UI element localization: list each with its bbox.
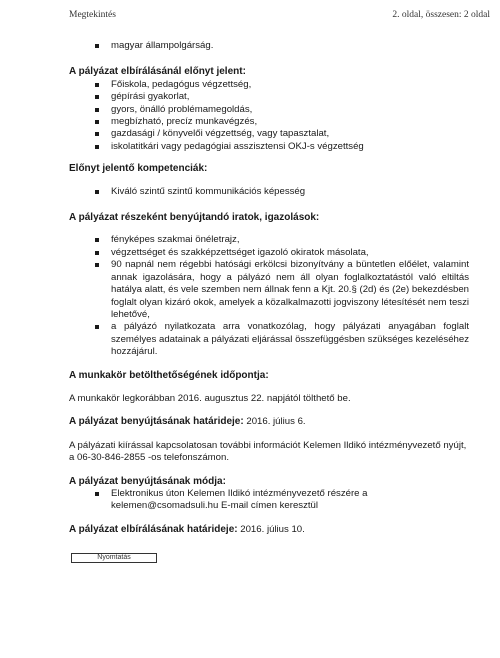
submission-method-list	[69, 488, 469, 513]
evaluation-deadline-line	[69, 524, 469, 536]
list-item: gépírási gyakorlat,	[95, 91, 469, 103]
advantages-list	[69, 79, 469, 153]
citizenship-list	[69, 40, 469, 52]
documents-heading: A pályázat részeként benyújtandó iratok, igazolások:	[69, 212, 320, 224]
submission-method-heading: A pályázat benyújtásának módja:	[69, 475, 226, 487]
list-item: a pályázó nyilatkozata arra vonatkozólag, hogy pályázati anyagában foglalt személyes adatainak a pályázati eljárással összefüggésben szükséges kezeléséhez hozzájárul.	[95, 321, 469, 358]
page-header	[0, 0, 500, 22]
list-item: megbízható, precíz munkavégzés,	[95, 116, 469, 128]
page-header-title: Megtekintés	[69, 10, 116, 20]
deadline-value: 2016. július 6.	[246, 416, 306, 428]
start-date-heading: A munkakör betölthetőségének időpontja:	[69, 369, 269, 381]
contact-info: A pályázati kiírással kapcsolatosan további információt Kelemen Ildikó intézményvezető nyújt, a 06-30-846-2855 -os telefonszámon.	[69, 439, 467, 464]
list-item: fényképes szakmai önéletrajz,	[95, 234, 469, 246]
document-content	[69, 40, 469, 536]
page-number: 2. oldal, összesen: 2 oldal	[392, 10, 490, 20]
list-item: Főiskola, pedagógus végzettség,	[95, 79, 469, 91]
list-item: Elektronikus úton Kelemen Ildikó intézményvezető részére a kelemen@csomadsuli.hu E-mail címen keresztül	[95, 488, 469, 513]
list-item: Kiváló szintű szintű kommunikációs képesség	[95, 186, 469, 198]
list-item: 90 napnál nem régebbi hatósági erkölcsi bizonyítvány a büntetlen előélet, valamint annak igazolására, hogy a pályázó nem áll olyan foglalkoztatástól való eltiltás hatálya alatt, és vele szemben nem állnak fenn a Kjt. 20.§ (2d) és (2e) bekezdésben foglalt olyan kizáró okok, amelyek a közalkalmazotti jogviszony létesítését nem teszi lehetővé,	[95, 259, 469, 321]
list-item: gazdasági / könyvelői végzettség, vagy tapasztalat,	[95, 128, 469, 140]
evaluation-deadline-value: 2016. július 10.	[240, 523, 305, 535]
list-item: gyors, önálló problémamegoldás,	[95, 104, 469, 116]
print-button[interactable]: Nyomtatás	[71, 553, 157, 563]
competencies-heading: Előnyt jelentő kompetenciák:	[69, 163, 208, 175]
list-item: végzettséget és szakképzettséget igazoló okiratok másolata,	[95, 247, 469, 259]
list-item: magyar állampolgárság.	[95, 40, 469, 52]
documents-list	[69, 234, 469, 358]
advantages-heading: A pályázat elbírálásánál előnyt jelent:	[69, 66, 246, 78]
deadline-label: A pályázat benyújtásának határideje:	[69, 416, 244, 428]
evaluation-deadline-label: A pályázat elbírálásának határideje:	[69, 523, 238, 535]
list-item: iskolatitkári vagy pedagógiai asszisztensi OKJ-s végzettség	[95, 141, 469, 153]
start-date-text: A munkakör legkorábban 2016. augusztus 22. napjától tölthető be.	[69, 392, 351, 404]
competencies-list	[69, 186, 469, 198]
deadline-line	[69, 416, 469, 428]
